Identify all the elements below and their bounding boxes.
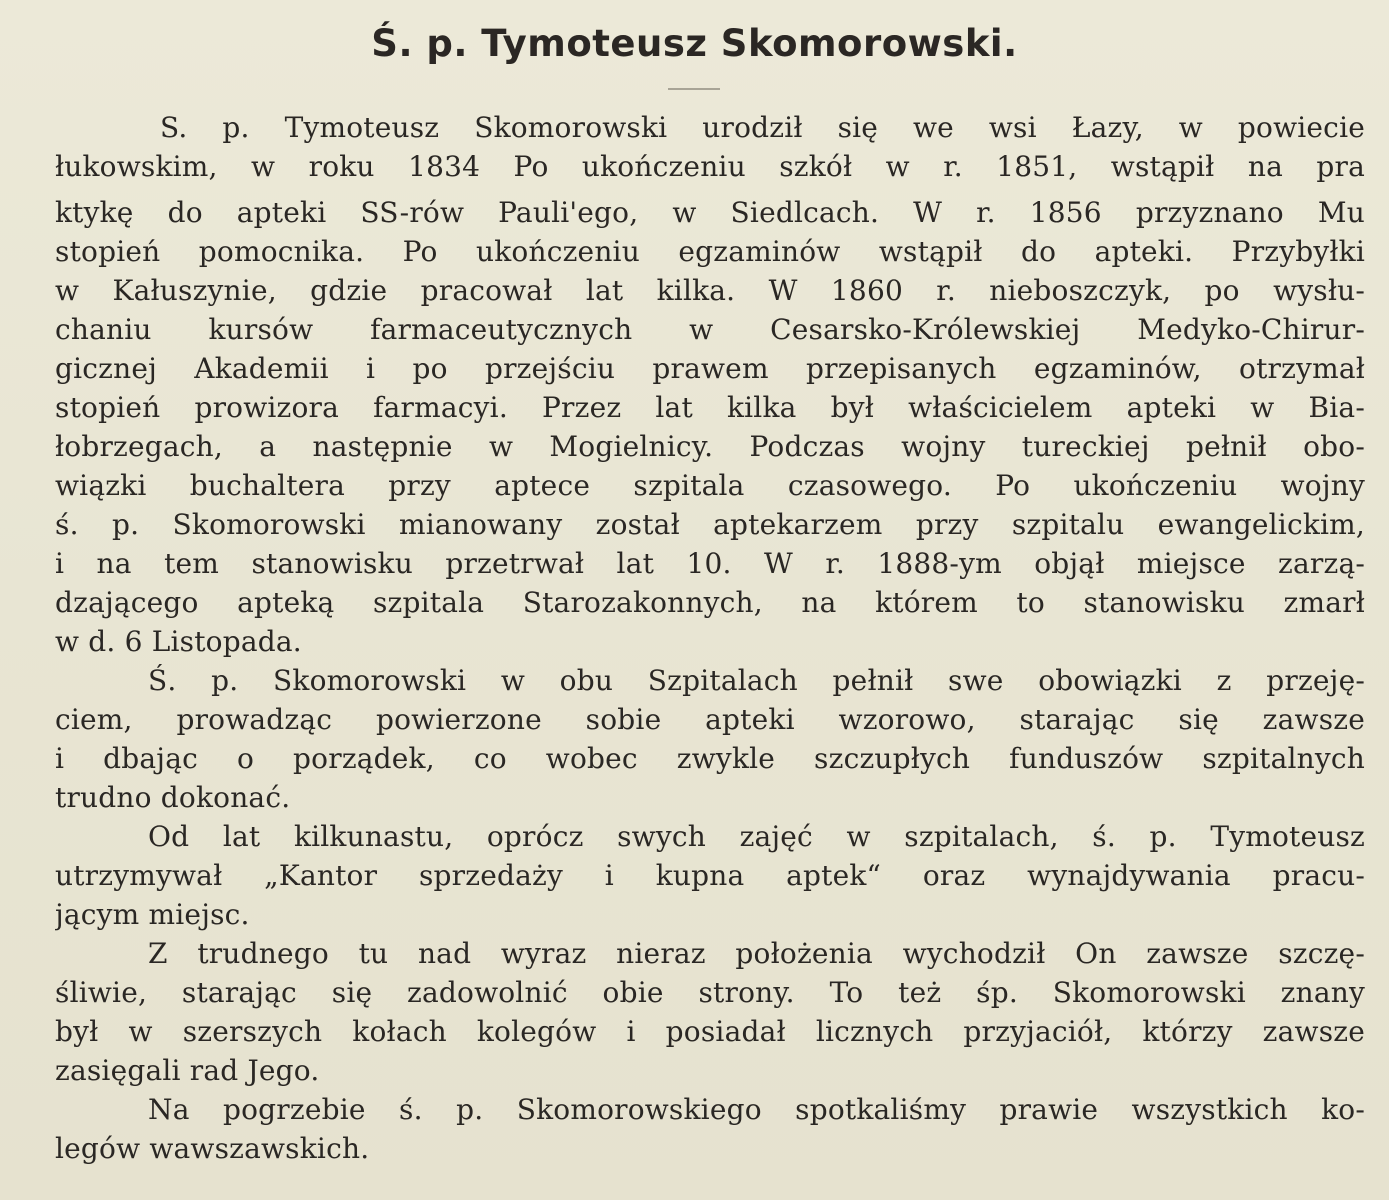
paragraph-1-line-7: gicznej Akademii i po przejściu prawem przepisanych egzaminów, otrzymał xyxy=(55,352,1365,385)
paragraph-2-line-4: trudno dokonać. xyxy=(55,781,291,814)
paragraph-3-line-1: Od lat kilkunastu, oprócz swych zajęć w szpitalach, ś. p. Tymoteusz xyxy=(148,820,1365,853)
paragraph-1-line-11: ś. p. Skomorowski mianowany został aptekarzem przy szpitalu ewangelickim, xyxy=(55,508,1365,541)
paragraph-1-line-5: w Kałuszynie, gdzie pracował lat kilka. W 1860 r. nieboszczyk, po wysłu- xyxy=(55,274,1365,307)
paragraph-1-line-8: stopień prowizora farmacyi. Przez lat kilka był właścicielem apteki w Bia- xyxy=(55,391,1365,424)
paragraph-1-line-14: w d. 6 Listopada. xyxy=(55,625,302,658)
paragraph-2-line-2: ciem, prowadząc powierzone sobie apteki wzorowo, starając się zawsze xyxy=(55,703,1365,736)
title-divider xyxy=(668,88,720,90)
paragraph-1-line-1: S. p. Tymoteusz Skomorowski urodził się we wsi Łazy, w powiecie xyxy=(160,111,1365,144)
paragraph-4-line-2: śliwie, starając się zadowolnić obie strony. To też śp. Skomorowski znany xyxy=(55,976,1365,1009)
paragraph-1-line-3: ktykę do apteki SS-rów Pauli'ego, w Siedlcach. W r. 1856 przyznano Mu xyxy=(55,196,1365,229)
paragraph-4-line-3: był w szerszych kołach kolegów i posiadał licznych przyjaciół, którzy zawsze xyxy=(55,1015,1365,1048)
article-title: Ś. p. Tymoteusz Skomorowski. xyxy=(371,22,1018,65)
paragraph-4-line-4: zasięgali rad Jego. xyxy=(55,1054,320,1087)
paragraph-1-line-10: wiązki buchaltera przy aptece szpitala czasowego. Po ukończeniu wojny xyxy=(55,469,1365,502)
paragraph-1-line-13: dzającego apteką szpitala Starozakonnych, na którem to stanowisku zmarł xyxy=(55,586,1365,619)
paragraph-4-line-1: Z trudnego tu nad wyraz nieraz położenia wychodził On zawsze szczę- xyxy=(148,937,1365,970)
paragraph-1-line-2: łukowskim, w roku 1834 Po ukończeniu szkół w r. 1851, wstąpił na pra xyxy=(55,150,1365,183)
paragraph-3-line-3: jącym miejsc. xyxy=(55,898,250,931)
paragraph-5-line-2: legów wawszawskich. xyxy=(55,1132,370,1165)
paragraph-1-line-6: chaniu kursów farmaceutycznych w Cesarsko-Królewskiej Medyko-Chirur- xyxy=(55,313,1365,346)
paragraph-1-line-4: stopień pomocnika. Po ukończeniu egzaminów wstąpił do apteki. Przybyłki xyxy=(55,235,1365,268)
paragraph-2-line-3: i dbając o porządek, co wobec zwykle szczupłych funduszów szpitalnych xyxy=(55,742,1365,775)
paragraph-1-line-9: łobrzegach, a następnie w Mogielnicy. Podczas wojny tureckiej pełnił obo- xyxy=(55,430,1365,463)
paragraph-3-line-2: utrzymywał „Kantor sprzedaży i kupna aptek“ oraz wynajdywania pracu- xyxy=(55,859,1365,892)
paragraph-2-line-1: Ś. p. Skomorowski w obu Szpitalach pełnił swe obowiązki z przeję- xyxy=(148,664,1365,697)
paragraph-5-line-1: Na pogrzebie ś. p. Skomorowskiego spotkaliśmy prawie wszystkich ko- xyxy=(148,1093,1365,1126)
paragraph-1-line-12: i na tem stanowisku przetrwał lat 10. W r. 1888-ym objął miejsce zarzą- xyxy=(55,547,1365,580)
